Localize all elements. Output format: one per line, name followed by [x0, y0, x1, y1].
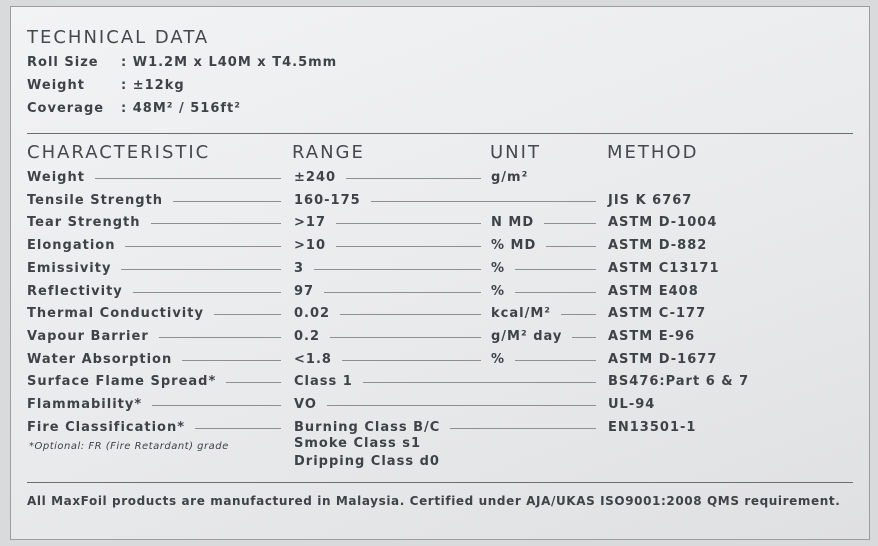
leader-line: [173, 201, 281, 202]
characteristic-name: Tear Strength: [27, 215, 141, 230]
spec-roll-size: [27, 55, 337, 70]
table-row: [11, 350, 869, 370]
characteristic-name: Thermal Conductivity: [27, 306, 204, 321]
leader-line: [195, 428, 281, 429]
leader-line: [363, 382, 596, 383]
technical-data-title: TECHNICAL DATA: [27, 27, 210, 48]
range-value: 97: [294, 284, 315, 299]
leader-line: [450, 428, 596, 429]
method-value: ASTM E-96: [608, 329, 696, 344]
optional-note: *Optional: FR (Fire Retardant) grade: [29, 441, 229, 452]
method-value: EN13501-1: [608, 420, 697, 435]
leader-line: [151, 223, 281, 224]
method-value: ASTM D-1004: [608, 215, 718, 230]
spec-label: Coverage: [27, 101, 105, 116]
leader-line: [133, 292, 281, 293]
leader-line: [371, 201, 596, 202]
unit-value: N MD: [491, 215, 535, 230]
table-row: [11, 168, 869, 188]
leader-line: [152, 405, 281, 406]
leader-line: [159, 337, 281, 338]
characteristic-name: Flammability*: [27, 397, 143, 412]
method-value: ASTM C13171: [608, 261, 720, 276]
leader-line: [561, 314, 596, 315]
unit-value: %: [491, 352, 506, 367]
leader-line: [125, 246, 281, 247]
range-value: ±240: [294, 170, 337, 185]
leader-line: [346, 178, 481, 179]
table-row: [11, 191, 869, 211]
divider-top: [27, 133, 853, 134]
leader-line: [214, 314, 281, 315]
range-value: >17: [294, 215, 326, 230]
range-value: 0.02: [294, 306, 331, 321]
characteristic-name: Weight: [27, 170, 85, 185]
range-value: 0.2: [294, 329, 321, 344]
divider-bottom: [27, 482, 853, 483]
range-value: >10: [294, 238, 326, 253]
header-range: RANGE: [292, 142, 365, 163]
range-value: VO: [294, 397, 317, 412]
leader-line: [544, 223, 596, 224]
fire-extra-smoke: Smoke Class s1: [294, 436, 422, 451]
leader-line: [324, 292, 481, 293]
spec-value: : W1.2M x L40M x T4.5mm: [121, 55, 338, 70]
spec-value: : 48M² / 516ft²: [121, 101, 241, 116]
method-value: BS476:Part 6 & 7: [608, 374, 750, 389]
spec-label: Weight: [27, 78, 85, 93]
method-value: UL-94: [608, 397, 656, 412]
method-value: ASTM D-882: [608, 238, 708, 253]
characteristic-name: Tensile Strength: [27, 193, 164, 208]
table-row: [11, 418, 869, 438]
leader-line: [515, 269, 596, 270]
table-row: [11, 236, 869, 256]
unit-value: g/m²: [491, 170, 529, 185]
spec-weight: [27, 78, 185, 93]
characteristic-name: Water Absorption: [27, 352, 173, 367]
leader-line: [340, 314, 481, 315]
leader-line: [515, 292, 596, 293]
leader-line: [330, 337, 481, 338]
unit-value: %: [491, 261, 506, 276]
method-value: JIS K 6767: [608, 193, 693, 208]
spec-coverage: [27, 101, 241, 116]
leader-line: [121, 269, 281, 270]
leader-line: [336, 223, 481, 224]
leader-line: [327, 405, 596, 406]
leader-line: [314, 269, 481, 270]
table-row: [11, 259, 869, 279]
table-row: [11, 395, 869, 415]
spec-label: Roll Size: [27, 55, 99, 70]
range-value: 160-175: [294, 193, 361, 208]
leader-line: [336, 246, 481, 247]
header-characteristic: CHARACTERISTIC: [27, 142, 211, 163]
method-value: ASTM D-1677: [608, 352, 718, 367]
table-row: [11, 304, 869, 324]
characteristic-name: Elongation: [27, 238, 116, 253]
leader-line: [572, 337, 596, 338]
table-row: [11, 327, 869, 347]
leader-line: [95, 178, 281, 179]
leader-line: [226, 382, 281, 383]
table-row: [11, 282, 869, 302]
table-row: [11, 213, 869, 233]
footer-statement: All MaxFoil products are manufactured in Malaysia. Certified under AJA/UKAS ISO9001:2008 QMS requirement.: [27, 494, 841, 508]
method-value: ASTM C-177: [608, 306, 707, 321]
method-value: ASTM E408: [608, 284, 699, 299]
range-value: Class 1: [294, 374, 353, 389]
unit-value: kcal/M²: [491, 306, 551, 321]
unit-value: % MD: [491, 238, 537, 253]
header-method: METHOD: [607, 142, 699, 163]
range-value: Burning Class B/C: [294, 420, 441, 435]
fire-extra-dripping: Dripping Class d0: [294, 454, 440, 469]
spec-value: : ±12kg: [121, 78, 185, 93]
range-value: 3: [294, 261, 305, 276]
leader-line: [342, 360, 481, 361]
leader-line: [182, 360, 281, 361]
characteristic-name: Vapour Barrier: [27, 329, 149, 344]
unit-value: %: [491, 284, 506, 299]
header-unit: UNIT: [490, 142, 541, 163]
characteristic-name: Reflectivity: [27, 284, 123, 299]
characteristic-name: Emissivity: [27, 261, 112, 276]
technical-data-sheet: [10, 6, 870, 540]
characteristic-name: Fire Classification*: [27, 420, 186, 435]
leader-line: [546, 246, 596, 247]
range-value: <1.8: [294, 352, 332, 367]
unit-value: g/M² day: [491, 329, 563, 344]
characteristic-name: Surface Flame Spread*: [27, 374, 217, 389]
table-row: [11, 372, 869, 392]
leader-line: [515, 360, 596, 361]
